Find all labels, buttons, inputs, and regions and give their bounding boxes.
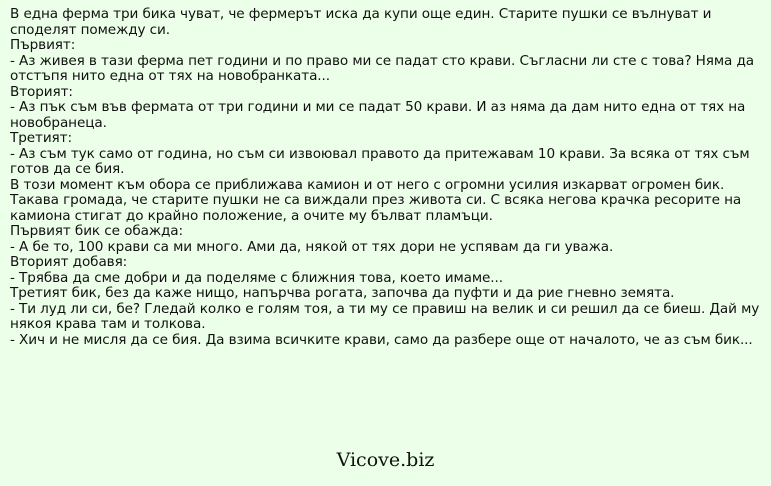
joke-paragraph: Първият:: [10, 37, 76, 53]
joke-paragraph: Вторият:: [10, 83, 73, 100]
joke-paragraph: Третият бик, без да каже нищо, напърчва рогата, започва да пуфти и да рие гневно земята.: [10, 285, 675, 301]
joke-paragraph: - Аз съм тук само от година, но съм си извоювал правото да притежавам 10 крави. За всяка от тях съм готов да се бия.: [10, 145, 750, 177]
joke-paragraph: Вторият добавя:: [10, 254, 128, 270]
site-watermark: Vicove.biz: [336, 449, 435, 471]
joke-paragraph: - Аз живея в тази ферма пет години и по право ми се падат сто крави. Съгласни ли сте с това? Няма да отстъпя нито една от тях на новобранката...: [10, 52, 755, 84]
joke-paragraph: - Хич и не мисля да се бия. Да взима всичките крави, само да разбере още от началото, че аз съм бик...: [10, 331, 753, 348]
joke-paragraph: Третият:: [10, 130, 72, 146]
joke-paragraph: - Трябва да сме добри и да поделяме с ближния това, което имаме...: [10, 269, 503, 286]
joke-paragraph: Първият бик се обажда:: [10, 223, 184, 239]
joke-text: [10, 7, 762, 348]
joke-paragraph: - Аз пък съм във фермата от три години и ми се падат 50 крави. И аз няма да дам нито една от тях на новобранеца.: [10, 99, 746, 131]
joke-paragraph: - А бе то, 100 крави са ми много. Ами да, някой от тях дори не успявам да ги уважа.: [10, 238, 614, 255]
joke-paragraph: В този момент към обора се приближава камион и от него с огромни усилия изкарват огромен бик. Такава громада, че старите пушки не са виждали през живота си. С всяка негова крачка ресорите на камиона стигат до крайно положение, а очите му бълват пламъци.: [10, 176, 742, 224]
joke-paragraph: - Ти луд ли си, бе? Гледай колко е голям тоя, а ти му се правиш на велик и си решил да се биеш. Дай му някоя крава там и толкова.: [10, 300, 760, 332]
joke-paragraph: В една ферма три бика чуват, че фермерът иска да купи още един. Старите пушки се вълнуват и споделят помежду си.: [10, 6, 712, 38]
